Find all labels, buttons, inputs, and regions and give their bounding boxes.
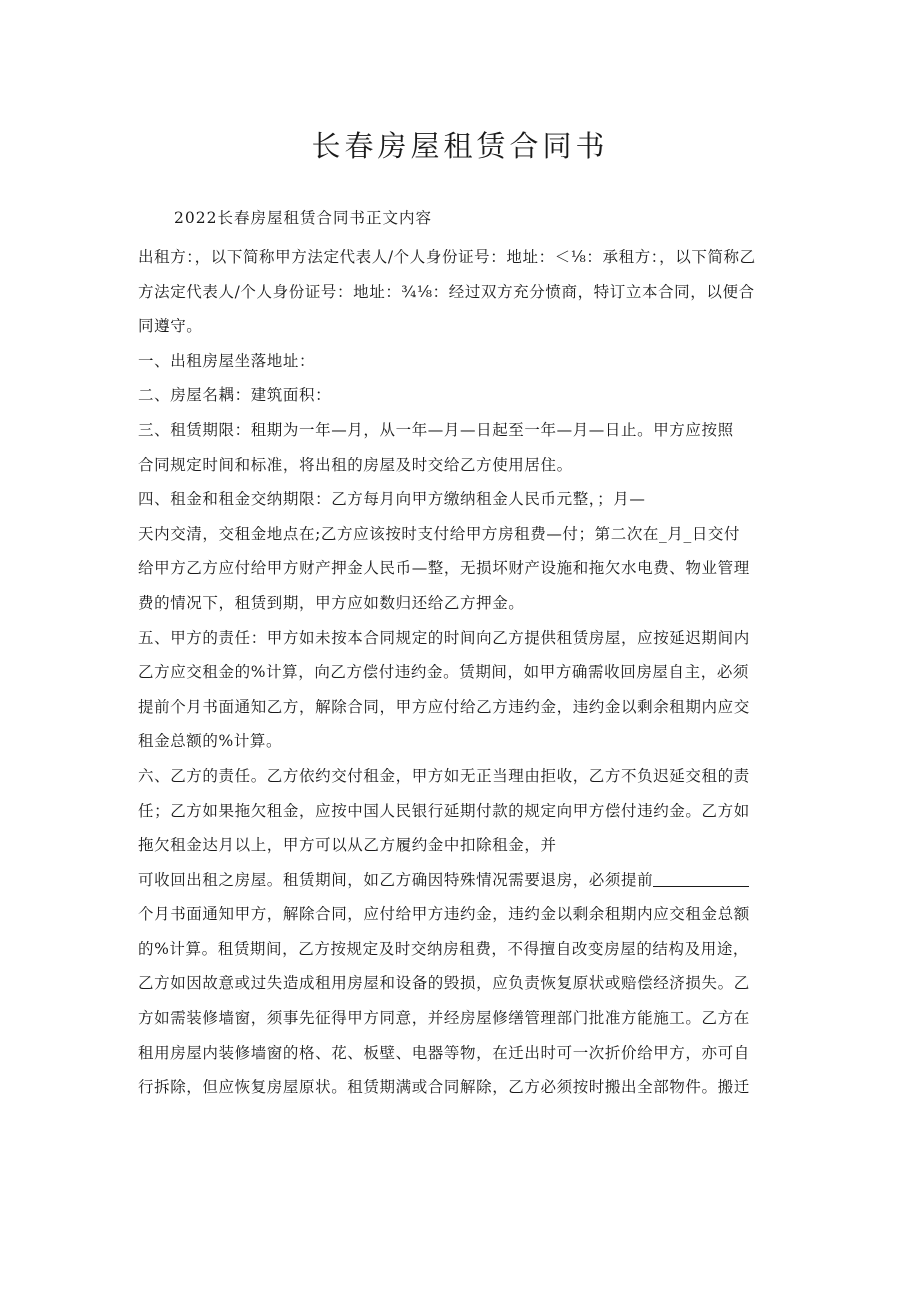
text-segment: 可收回出租之房屋。租赁期间，如乙方确因特殊情况需要退房，必须提前 [138, 870, 654, 889]
text-line: 二、房屋名耦：建筑面积： [138, 386, 332, 405]
text-line: 费的情况下，租赁到期，甲方应如数归还给乙方押金。 [138, 593, 525, 612]
text-line: 方法定代表人/个人身份证号：地址：¾⅛：经过双方充分愤商，特订立本合同，以便合 [138, 282, 755, 301]
text-line: 出租方：，以下简称甲方法定代表人/个人身份证号：地址：＜⅛：承租方：，以下简称乙 [138, 248, 756, 266]
text-line: 同遵守。 [138, 317, 203, 336]
text-line: 六、乙方的责任。乙方依约交付租金，甲方如无正当理由拒收，乙方不负迟延交租的责 [138, 766, 750, 785]
text-line: 租用房屋内装修墙窗的格、花、板壁、电器等物，在迁出时可一次折价给甲方，亦可自 [138, 1043, 750, 1062]
text-line: 天内交清，交租金地点在;乙方应该按时支付给甲方房租费—付；第二次在_月_日交付 [138, 524, 741, 543]
fill-in-blank [653, 868, 749, 887]
text-line: 任；乙方如果拖欠租金，应按中国人民银行延期付款的规定向甲方偿付违约金。乙方如 [138, 801, 750, 820]
text-line: 三、租赁期限：租期为一年—月，从一年—月—日起至一年—月—日止。甲方应按照 [138, 420, 734, 439]
text-line: 五、甲方的责任：甲方如未按本合同规定的时间向乙方提供租赁房屋，应按延迟期间内 [138, 628, 750, 647]
text-line: 一、出租房屋坐落地址： [138, 351, 316, 370]
text-line: 租金总额的%计算。 [138, 732, 283, 751]
text-line: 给甲方乙方应付给甲方财产押金人民币—整，无损坏财产设施和拖欠水电费、物业管理 [138, 559, 750, 578]
contract-body [138, 240, 788, 1105]
text-line: 的%计算。租赁期间，乙方按规定及时交纳房租费，不得擅自改变房屋的结构及用途， [138, 939, 750, 958]
text-line: 乙方如因故意或过失造成租用房屋和设备的毁损，应负责恢复原状或赔偿经济损失。乙 [138, 974, 750, 993]
document-title: 长春房屋租赁合同书 [311, 129, 609, 163]
text-line: 行拆除，但应恢复房屋原状。租赁期满或合同解除，乙方必须按时搬出全部物件。搬迁 [138, 1078, 750, 1097]
text-line: 四、租金和租金交纳期限：乙方每月向甲方缴纳租金人民币元整，；月— [138, 490, 646, 509]
text-line-with-blank [138, 863, 788, 898]
text-line: 提前个月书面通知乙方，解除合同，甲方应付给乙方违约金，违约金以剩余租期内应交 [138, 697, 750, 716]
text-line: 乙方应交租金的%计算，向乙方偿付违约金。赁期间，如甲方确需收回房屋自主，必须 [138, 663, 750, 682]
text-line: 方如需装修墙窗，须事先征得甲方同意，并经房屋修缮管理部门批准方能施工。乙方在 [138, 1009, 750, 1028]
text-line: 合同规定时间和标准，将出租的房屋及时交给乙方使用居住。 [138, 455, 573, 474]
text-line: 个月书面通知甲方，解除合同，应付给甲方违约金，违约金以剩余租期内应交租金总额 [138, 905, 750, 924]
text-line: 拖欠租金达月以上，甲方可以从乙方履约金中扣除租金，并 [138, 836, 557, 855]
document-subtitle: 2022长春房屋租赁合同书正文内容 [174, 209, 432, 227]
